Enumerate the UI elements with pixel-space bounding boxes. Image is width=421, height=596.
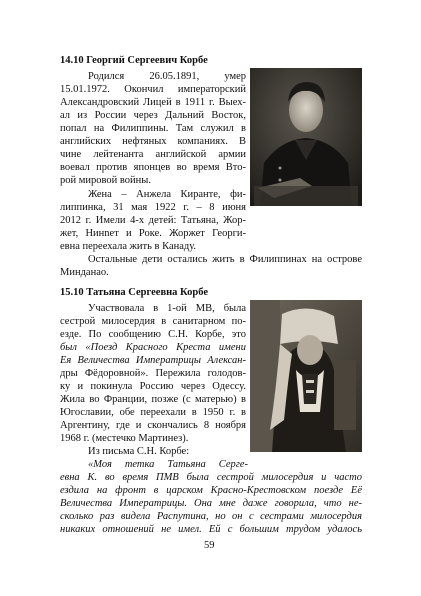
text-line: 1968 г. (местечко Мартинез). [60, 433, 189, 444]
text-line: Участвовала в 1-ой МВ, была [88, 303, 246, 314]
text-line: липпинка, 31 мая 1922 г. – 8 июня [60, 202, 246, 213]
text-line: был «Поезд Красного Креста имени [60, 342, 246, 353]
section-heading-tatiana: 15.10 Татьяна Сергеевна Корбе [60, 287, 208, 298]
text-line: Остальные дети остались жить в Филиппинах на острове [88, 254, 362, 265]
text-line: Аргентину, где и скончались 8 ноября [60, 420, 246, 431]
text-line: езде. По сообщению С.Н. Корбе, это [60, 329, 246, 340]
section-heading-georgy: 14.10 Георгий Сергеевич Корбе [60, 55, 208, 66]
text-line: 15.01.1972. Окончил императорский [60, 84, 246, 95]
text-line: Жила во Франции, позже (с матерью) в [60, 394, 246, 405]
text-line: Ея Величества Императрицы Алексан- [60, 355, 246, 366]
text-line: дры Фёдоровной». Пережила голодов- [60, 368, 246, 379]
text-line: ку и покинула Россию через Одессу. [60, 381, 246, 392]
quote-line: евна К. во время ПМВ была сестрой милосердия и часто [60, 472, 362, 483]
text-line: Из письма С.Н. Корбе: [88, 446, 190, 457]
portrait-photo-georgy [250, 68, 362, 206]
portrait-photo-tatiana [250, 300, 362, 452]
text-line: попал на Филиппины. Там служил в [60, 123, 246, 134]
quote-line: сколько раз видела Распутина, но он с сестрами милосердия [60, 511, 362, 522]
page-number: 59 [204, 540, 215, 551]
quote-line: «Моя тетка Татьяна Серге- [88, 459, 248, 470]
text-line: сестрой милосердия в санитарном по- [60, 316, 246, 327]
text-line: рой мировой войны. [60, 175, 151, 186]
text-line: Минданао. [60, 267, 109, 278]
text-line: чине лейтенанта английской армии [60, 149, 246, 160]
text-line: жет, Нинnет и Роке. Жоржет Георги- [60, 228, 246, 239]
portrait-image-georgy [250, 68, 362, 206]
quote-line: Величества Императрицы. Она мне даже говорила, что не- [60, 498, 362, 509]
portrait-image-tatiana [250, 300, 362, 452]
text-line: английских нефтяных компаниях. В [60, 136, 246, 147]
text-line: Жена – Анжела Киранте, фи- [88, 189, 246, 200]
text-line: Александровский Лицей в 1911 г. Выех- [60, 97, 246, 108]
text-line: 2012 г. Имели 4-х детей: Татьяна, Жор- [60, 215, 246, 226]
text-line: ал из России через Дальний Восток, [60, 110, 246, 121]
text-line: Родился 26.05.1891, умер [88, 71, 246, 82]
text-line: воевал против японцев во время Вто- [60, 162, 246, 173]
text-line: евна переехала жить в Канаду. [60, 241, 197, 252]
text-line: Югославии, обе переехали в 1950 г. в [60, 407, 246, 418]
quote-line: никаких отношений не имел. Ей с большим трудом удалось [60, 524, 362, 535]
quote-line: ездила на фронт в царском Красно-Крестовском поезде Её [60, 485, 362, 496]
